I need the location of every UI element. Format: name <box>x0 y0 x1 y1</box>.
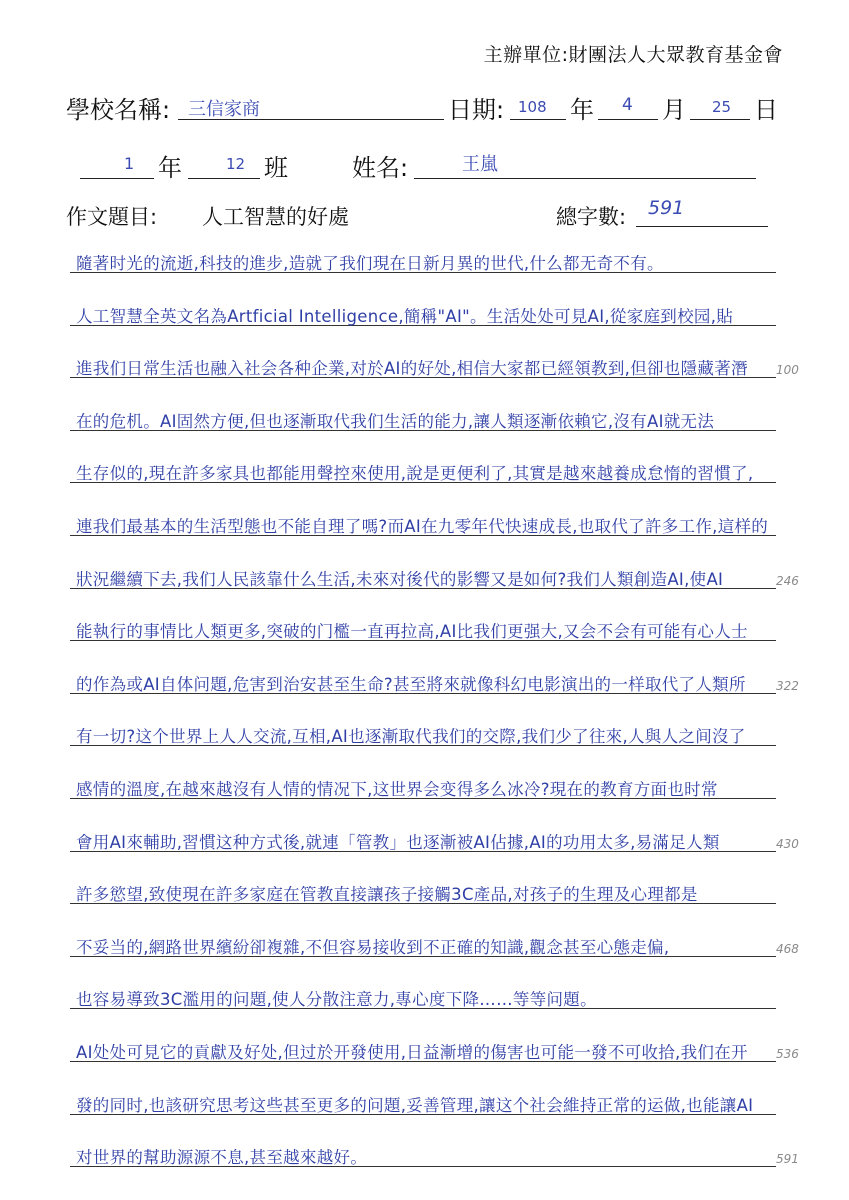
essay-line-text: 不妥当的,網路世界繽紛卻複雜,不但容易接收到不正確的知識,觀念甚至心態走偏, <box>76 937 670 957</box>
essay-line-text: 能執行的事情比人類更多,突破的门檻一直再拉高,AI比我们更强大,又会不会有可能有心人士 <box>76 622 748 642</box>
margin-word-count: 430 <box>776 836 799 851</box>
essay-line-text: 進我们日常生活也融入社会各种企業,对於AI的好处,相信大家都已經領教到,但卻也隱藏著潛 <box>76 359 748 379</box>
organizer-text: 主辦單位:財團法人大眾教育基金會 <box>483 44 783 66</box>
essay-line-text: 會用AI來輔助,習慣这种方式後,就連「管教」也逐漸被AI佔據,AI的功用太多,易滿足人類 <box>76 832 720 852</box>
margin-word-count: 246 <box>776 573 799 588</box>
school-label: 學校名稱: <box>66 96 171 124</box>
grade-underline <box>80 178 154 179</box>
topic-label: 作文題目: <box>66 205 158 229</box>
date-year-underline <box>510 119 566 120</box>
word-count-underline <box>636 226 768 227</box>
grade-value: 1 <box>124 154 135 173</box>
class-label: 班 <box>264 154 288 182</box>
date-day-value: 25 <box>712 98 732 116</box>
name-underline <box>414 178 756 179</box>
word-count-label: 總字數: <box>556 205 627 229</box>
margin-word-count: 591 <box>776 1152 799 1167</box>
essay-line-text: 發的同时,也該研究思考这些甚至更多的问題,妥善管理,讓这个社会維持正常的运做,也能讓AI <box>76 1095 754 1115</box>
essay-line-text: 有一切?这个世界上人人交流,互相,AI也逐漸取代我们的交際,我们少了往來,人與人之间沒了 <box>76 727 746 747</box>
essay-line-text: 隨著时光的流逝,科技的進步,造就了我们現在日新月異的世代,什么都无奇不有。 <box>76 254 664 273</box>
date-day-underline <box>690 119 750 120</box>
year-label: 年 <box>570 96 594 124</box>
date-year-value: 108 <box>518 98 547 116</box>
essay-line-text: 感情的溫度,在越來越沒有人情的情况下,这世界会变得多么冰冷?現在的教育方面也时常 <box>76 780 718 799</box>
essay-line-text: 对世界的幫助源源不息,甚至越來越好。 <box>76 1148 368 1168</box>
class-value: 12 <box>226 155 246 173</box>
name-value: 王嵐 <box>462 154 498 175</box>
margin-word-count: 536 <box>776 1047 799 1061</box>
day-label: 日 <box>754 96 778 124</box>
month-label: 月 <box>662 96 686 124</box>
word-count-value: 591 <box>648 197 685 219</box>
essay-line-text: 人工智慧全英文名為Artficial Intelligence,簡稱"AI"。生活处处可見AI,從家庭到校园,貼 <box>76 306 734 326</box>
essay-line-text: 許多慾望,致使現在許多家庭在管教直接讓孩子接觸3C產品,对孩子的生理及心理都是 <box>76 885 698 905</box>
date-label: 日期: <box>448 96 505 124</box>
school-value: 三信家商 <box>188 99 260 120</box>
essay-line-text: 的作為或AI自体问題,危害到治安甚至生命?甚至將來就像科幻电影演出的一样取代了人類所 <box>76 674 746 694</box>
essay-line-text: 也容易導致3C濫用的问題,使人分散注意力,專心度下降……等等问題。 <box>76 990 597 1010</box>
essay-line-text: AI处处可見它的貢獻及好处,但过於开發使用,日益漸增的傷害也可能一發不可收拾,我们在开 <box>76 1043 748 1062</box>
grade-label: 年 <box>158 154 182 182</box>
margin-word-count: 100 <box>776 363 799 378</box>
essay-line-text: 狀況繼續下去,我们人民該靠什么生活,未來对後代的影響又是如何?我们人類創造AI,使AI <box>76 569 724 589</box>
margin-word-count: 322 <box>776 678 799 693</box>
essay-line-text: 生存似的,現在許多家具也都能用聲控來使用,說是更便利了,其實是越來越養成怠惰的習慣了, <box>76 464 754 484</box>
class-underline <box>188 178 260 179</box>
essay-line-text: 連我们最基本的生活型態也不能自理了嗎?而AI在九零年代快速成長,也取代了許多工作,這样的 <box>76 517 769 536</box>
date-month-value: 4 <box>622 95 633 115</box>
margin-word-count: 468 <box>776 941 799 956</box>
name-label: 姓名: <box>352 154 409 182</box>
topic-title: 人工智慧的好處 <box>202 205 349 229</box>
date-month-underline <box>598 119 658 120</box>
essay-line-text: 在的危机。AI固然方便,但也逐漸取代我们生活的能力,讓人類逐漸依賴它,沒有AI就无法 <box>76 411 715 431</box>
